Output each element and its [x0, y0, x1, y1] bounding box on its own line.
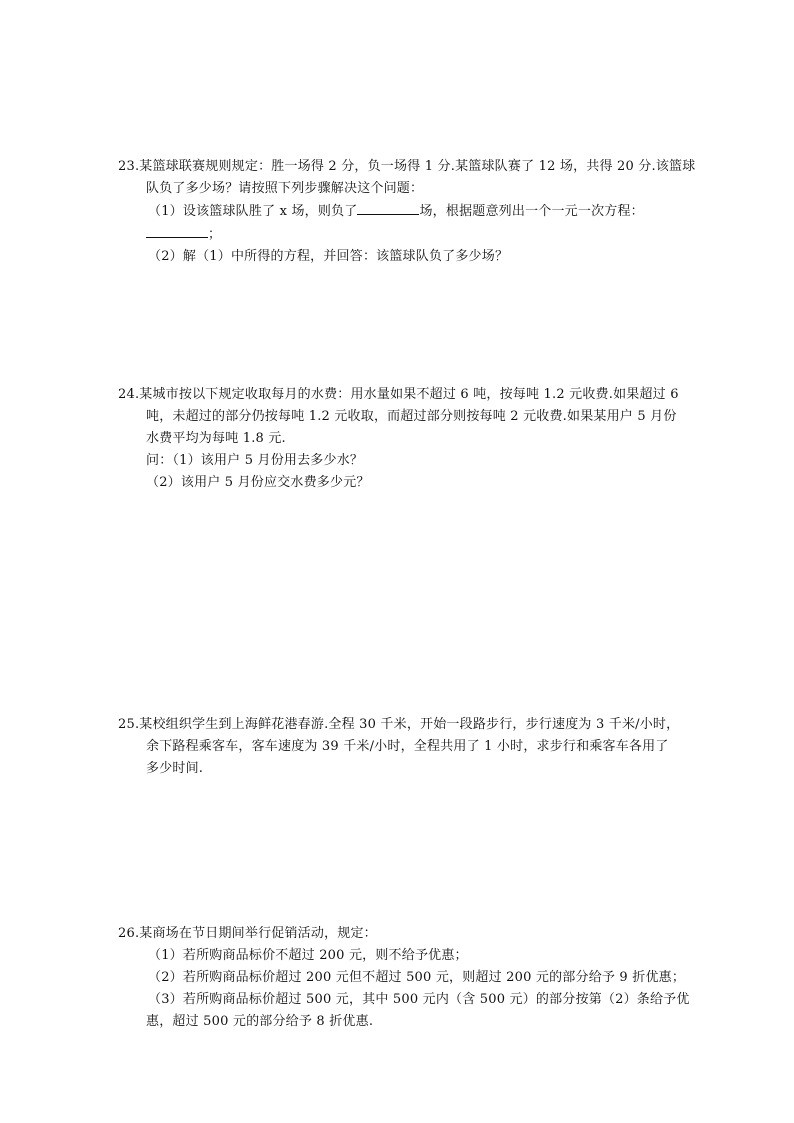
q26-line3: （2）若所购商品标价超过 200 元但不超过 500 元，则超过 200 元的部分给予 9 折优惠； [148, 970, 686, 985]
q23-part1 [118, 200, 703, 223]
q23-line1: 23.某篮球联赛规则规定：胜一场得 2 分，负一场得 1 分.某篮球队赛了 12 场，共得 20 分.该篮球 [118, 159, 696, 174]
q23-line2: 队负了多少场？请按照下列步骤解决这个问题： [146, 181, 424, 196]
q23-part2: （2）解（1）中所得的方程，并回答：该篮球队负了多少场？ [148, 249, 509, 264]
q25-line2: 余下路程乘客车，客车速度为 39 千米/小时，全程共用了 1 小时，求步行和乘客车各用了 [146, 739, 669, 754]
answer-blank-equation[interactable] [146, 223, 208, 238]
q24-line4: 问：（1）该用户 5 月份用去多少水？ [146, 453, 364, 468]
question-26 [118, 923, 703, 1033]
answer-blank-losses[interactable] [357, 200, 419, 215]
q24-line3: 水费平均为每吨 1.8 元. [146, 431, 286, 446]
q23-part1-text-a: （1）设该篮球队胜了 x 场，则负了 [148, 204, 358, 219]
q24-line5: （2）该用户 5 月份应交水费多少元？ [146, 475, 370, 490]
q23-part1-text-c: ； [208, 227, 222, 242]
question-23 [118, 156, 703, 268]
q26-line1: 26.某商场在节日期间举行促销活动，规定： [118, 926, 377, 941]
q26-line2: （1）若所购商品标价不超过 200 元，则不给予优惠； [148, 948, 468, 963]
question-25 [118, 714, 703, 780]
q26-line4: （3）若所购商品标价超过 500 元，其中 500 元内（含 500 元）的部分按第（2）条给予优 [148, 992, 690, 1007]
q26-line5: 惠，超过 500 元的部分给予 8 折优惠. [146, 1014, 374, 1029]
q23-equation-line [118, 223, 703, 246]
q25-line1: 25.某校组织学生到上海鲜花港春游.全程 30 千米，开始一段路步行，步行速度为 3 千米/小时， [118, 717, 680, 732]
q25-line3: 多少时间. [146, 761, 204, 776]
q24-line2: 吨，未超过的部分仍按每吨 1.2 元收取，而超过部分则按每吨 2 元收费.如果某用户 5 月份 [146, 409, 677, 424]
question-24 [118, 384, 703, 494]
q24-line1: 24.某城市按以下规定收取每月的水费：用水量如果不超过 6 吨，按每吨 1.2 元收费.如果超过 6 [118, 387, 679, 402]
q23-part1-text-b: 场，根据题意列出一个一元一次方程： [419, 204, 644, 219]
